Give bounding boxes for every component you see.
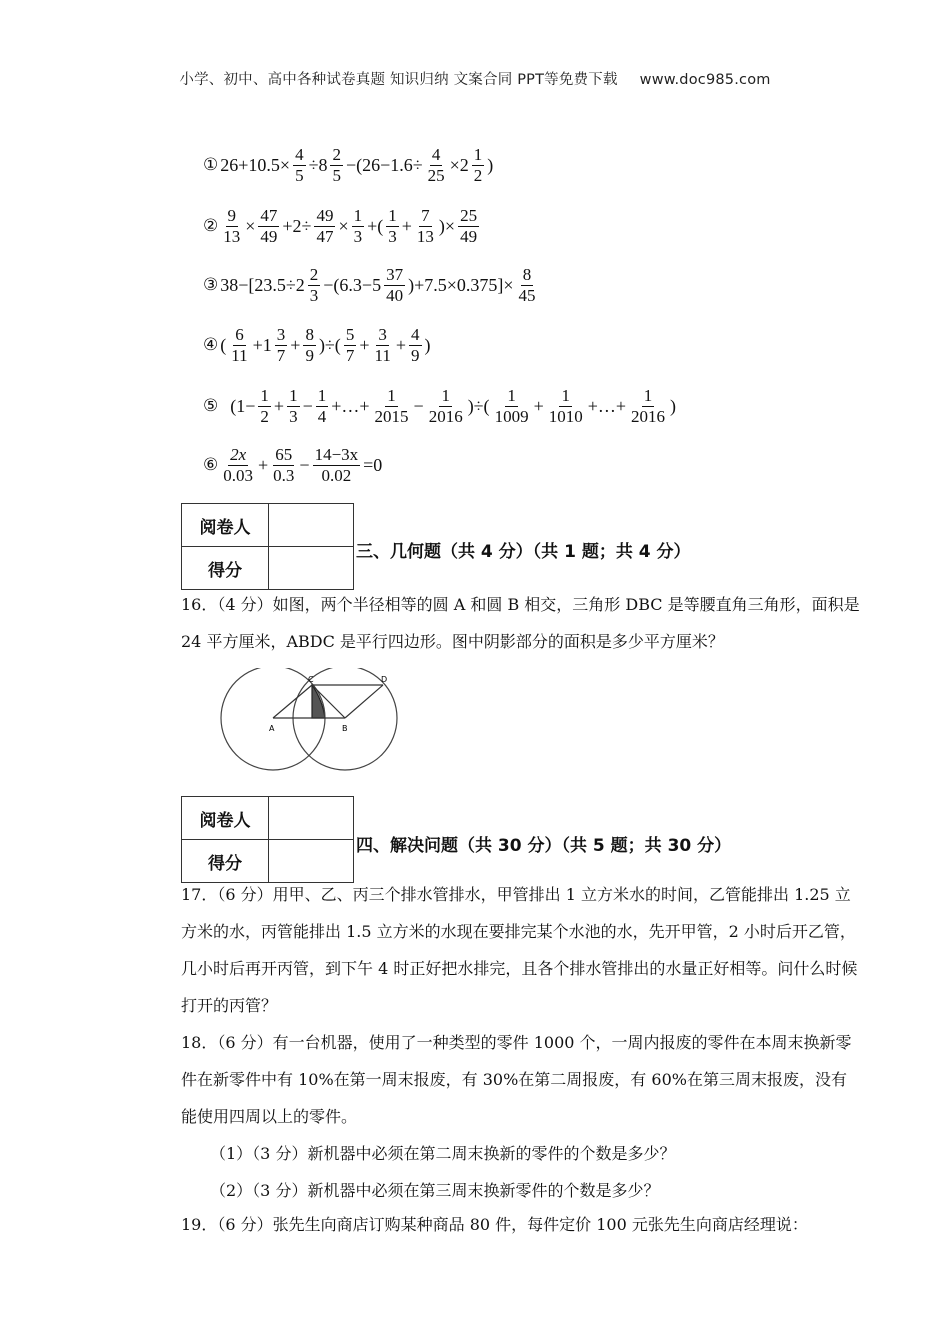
equation-4 xyxy=(203,326,432,365)
fraction xyxy=(303,326,316,365)
page-header xyxy=(0,68,950,89)
eq-text: ) xyxy=(424,334,431,355)
eq-text: (1− xyxy=(230,395,256,416)
denominator: 5 xyxy=(332,165,341,185)
numerator: 4 xyxy=(431,145,441,164)
eq-text: + xyxy=(290,334,301,355)
question-18: 18．（6 分）有一台机器，使用了一种类型的零件 1000 个，一周内报废的零件在本周末换新零件在新零件中有 10%在第一周末报废，有 30%在第二周报废，有 60%在第三周末报废，没有能使用四周以上的零件。 xyxy=(181,1033,852,1126)
eq-text: − xyxy=(413,395,424,416)
eq-text: − xyxy=(299,454,310,475)
equation-marker: ⑥ xyxy=(203,455,219,475)
denominator: 3 xyxy=(309,285,319,305)
denominator: 13 xyxy=(223,226,241,246)
numerator: 1 xyxy=(289,386,298,405)
numerator: 25 xyxy=(460,206,478,225)
denominator: 49 xyxy=(460,226,478,246)
score-label: 得分 xyxy=(182,547,269,590)
numerator: 8 xyxy=(305,325,314,344)
label-a: A xyxy=(269,724,275,733)
reviewer-label: 阅卷人 xyxy=(182,504,269,547)
fraction xyxy=(330,146,343,185)
equation-2 xyxy=(203,207,481,246)
fraction xyxy=(547,387,585,426)
label-b: B xyxy=(342,724,348,733)
fraction xyxy=(415,207,436,246)
eq-text: ) xyxy=(487,154,494,175)
reviewer-label: 阅卷人 xyxy=(182,797,269,840)
eq-text: + xyxy=(533,395,544,416)
fraction xyxy=(258,387,271,426)
fraction xyxy=(313,446,361,485)
denominator: 3 xyxy=(353,226,363,246)
denominator: 7 xyxy=(276,345,286,365)
eq-text: + xyxy=(395,334,406,355)
label-c: C xyxy=(308,675,314,684)
eq-text: +( xyxy=(367,215,384,236)
fraction xyxy=(275,326,288,365)
label-d: D xyxy=(381,675,388,684)
fraction xyxy=(373,387,411,426)
fraction xyxy=(293,146,306,185)
question-17: 17．（6 分）用甲、乙、丙三个排水管排水，甲管排出 1 立方米水的时间，乙管能排出 1.25 立方米的水，丙管能排出 1.5 立方米的水现在要排完某个水池的水，先开甲管，2 小时后开乙管，几小时后再开丙管，到下午 4 时正好把水排完，且各个排水管排出的水量正好相等。问什么时候打开的丙管？ xyxy=(181,885,858,1015)
denominator: 11 xyxy=(374,345,391,365)
question-18-part-1: （1）（3 分）新机器中必须在第二周末换新的零件的个数是多少？ xyxy=(210,1144,676,1163)
denominator: 11 xyxy=(231,345,248,365)
section-3-title: 三、几何题（共 4 分）（共 1 题；共 4 分） xyxy=(356,542,691,562)
eq-text: × xyxy=(245,215,256,236)
fraction xyxy=(229,326,249,365)
eq-text: 26+10.5× xyxy=(220,154,291,175)
numerator: 14−3x xyxy=(314,445,359,464)
eq-text: + xyxy=(359,334,370,355)
eq-text: ( xyxy=(220,334,227,355)
numerator: 5 xyxy=(345,325,355,344)
numerator: 1 xyxy=(507,386,516,405)
equation-marker: ④ xyxy=(203,335,219,355)
eq-text: + xyxy=(273,395,285,416)
denominator: 5 xyxy=(295,165,304,185)
eq-text: )÷( xyxy=(318,334,341,355)
segment-ac xyxy=(273,685,312,718)
numerator: 4 xyxy=(411,325,420,344)
eq-text: + xyxy=(401,215,412,236)
eq-text: )+7.5×0.375]× xyxy=(408,274,514,295)
denominator: 3 xyxy=(388,226,397,246)
eq-text: × xyxy=(338,215,349,236)
reviewer-cell[interactable] xyxy=(269,504,354,547)
numerator: 7 xyxy=(421,206,430,225)
reviewer-cell[interactable] xyxy=(269,797,354,840)
fraction xyxy=(386,207,399,246)
numerator: 1 xyxy=(441,386,450,405)
score-label: 得分 xyxy=(182,840,269,883)
denominator: 2015 xyxy=(374,406,409,426)
denominator: 4 xyxy=(317,406,327,426)
fraction xyxy=(372,326,392,365)
shaded-region xyxy=(312,685,325,718)
equation-marker: ② xyxy=(203,216,219,236)
fraction xyxy=(308,266,321,305)
fraction xyxy=(314,207,335,246)
fraction xyxy=(384,266,405,305)
denominator: 3 xyxy=(289,406,298,426)
numerator: 6 xyxy=(235,325,244,344)
equation-6 xyxy=(203,446,383,485)
denominator: 2016 xyxy=(631,406,666,426)
eq-text: + xyxy=(258,454,269,475)
fraction xyxy=(271,446,296,485)
numerator: 65 xyxy=(275,445,293,464)
eq-text: )× xyxy=(438,215,456,236)
numerator: 9 xyxy=(227,206,236,225)
denominator: 9 xyxy=(411,345,420,365)
eq-text: +…+ xyxy=(587,395,627,416)
numerator: 2 xyxy=(309,265,319,284)
numerator: 4 xyxy=(295,145,304,164)
eq-text: +…+ xyxy=(331,395,370,416)
numerator: 8 xyxy=(522,265,532,284)
denominator: 2 xyxy=(260,406,269,426)
eq-text: −(6.3−5 xyxy=(323,274,382,295)
numerator: 47 xyxy=(260,206,278,225)
numerator: 1 xyxy=(643,386,653,405)
eq-text: +1 xyxy=(252,334,272,355)
question-19: 19．（6 分）张先生向商店订购某种商品 80 件，每件定价 100 元张先生向商店经理说： xyxy=(181,1215,808,1234)
equation-5 xyxy=(203,387,677,426)
grader-table-1 xyxy=(181,503,354,590)
eq-text: =0 xyxy=(363,454,383,475)
numerator: 1 xyxy=(353,206,363,225)
segment-bd xyxy=(345,685,383,718)
numerator: 1 xyxy=(387,386,396,405)
geometry-figure xyxy=(218,668,408,780)
question-16: 16．（4 分）如图，两个半径相等的圆 A 和圆 B 相交，三角形 DBC 是等腰直角三角形，面积是 24 平方厘米，ABDC 是平行四边形。图中阴影部分的面积是多少平方厘米？ xyxy=(181,595,860,651)
fraction xyxy=(221,207,242,246)
fraction xyxy=(409,326,422,365)
denominator: 40 xyxy=(386,285,404,305)
denominator: 0.3 xyxy=(273,465,295,485)
denominator: 47 xyxy=(316,226,334,246)
denominator: 45 xyxy=(518,285,536,305)
eq-text: −(26−1.6÷ xyxy=(345,154,423,175)
denominator: 25 xyxy=(427,165,445,185)
fraction xyxy=(344,326,357,365)
denominator: 49 xyxy=(260,226,278,246)
header-url: www.doc985.com xyxy=(639,72,771,88)
fraction xyxy=(493,387,531,426)
numerator: 49 xyxy=(316,206,334,225)
numerator: 3 xyxy=(276,325,286,344)
eq-text: ×2 xyxy=(449,154,469,175)
header-left: 小学、初中、高中各种试卷真题 知识归纳 文案合同 PPT等免费下载 xyxy=(179,72,618,88)
equation-1 xyxy=(203,146,494,185)
numerator: 37 xyxy=(386,265,404,284)
fraction xyxy=(352,207,365,246)
equation-marker: ① xyxy=(203,155,219,175)
fraction xyxy=(426,146,447,185)
fraction xyxy=(316,387,329,426)
fraction xyxy=(629,387,667,426)
numerator: 1 xyxy=(388,206,397,225)
eq-text: 38−[23.5÷2 xyxy=(220,274,305,295)
denominator: 2 xyxy=(473,165,483,185)
denominator: 1009 xyxy=(494,406,529,426)
eq-text: ) xyxy=(670,395,677,416)
fraction xyxy=(458,207,479,246)
denominator: 2016 xyxy=(428,406,463,426)
numerator: 2x xyxy=(230,445,247,464)
equation-marker: ⑤ xyxy=(203,396,219,416)
numerator: 1 xyxy=(317,386,327,405)
numerator: 2 xyxy=(332,145,341,164)
denominator: 0.03 xyxy=(223,465,253,485)
eq-text: )÷( xyxy=(467,395,490,416)
fraction xyxy=(287,387,300,426)
numerator: 1 xyxy=(561,386,570,405)
fraction xyxy=(258,207,279,246)
numerator: 1 xyxy=(260,386,269,405)
numerator: 3 xyxy=(378,325,387,344)
equation-3 xyxy=(203,266,540,305)
eq-text: − xyxy=(302,395,313,416)
question-18-part-2: （2）（3 分）新机器中必须在第三周末换新零件的个数是多少？ xyxy=(210,1181,660,1200)
fraction xyxy=(517,266,538,305)
eq-text: ÷8 xyxy=(308,154,328,175)
section-4-title: 四、解决问题（共 30 分）（共 5 题；共 30 分） xyxy=(356,836,732,856)
fraction xyxy=(472,146,485,185)
grader-table-2 xyxy=(181,796,354,883)
score-cell[interactable] xyxy=(269,547,354,590)
denominator: 1010 xyxy=(548,406,583,426)
fraction xyxy=(427,387,465,426)
denominator: 7 xyxy=(345,345,355,365)
fraction xyxy=(221,446,255,485)
numerator: 1 xyxy=(473,145,483,164)
denominator: 13 xyxy=(416,226,434,246)
eq-text: +2÷ xyxy=(282,215,312,236)
denominator: 9 xyxy=(305,345,314,365)
denominator: 0.02 xyxy=(321,465,352,485)
equation-marker: ③ xyxy=(203,275,219,295)
